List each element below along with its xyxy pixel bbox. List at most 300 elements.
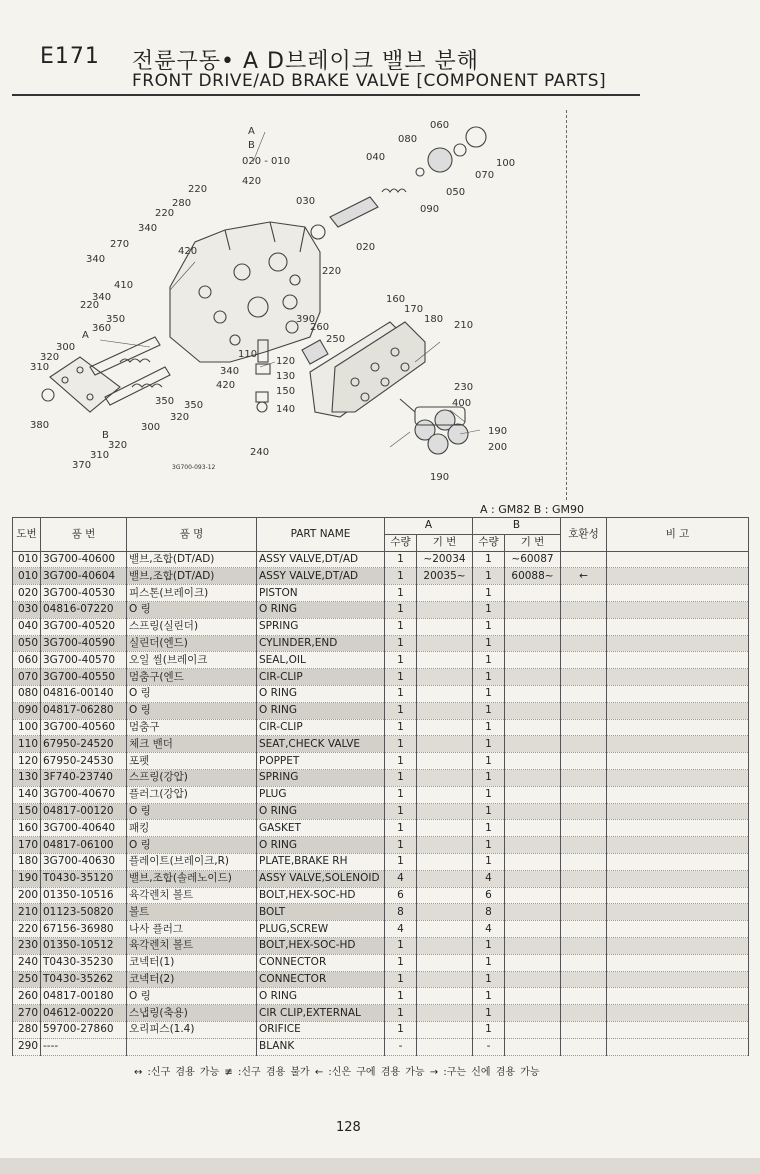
row-name-ko: 밸브,조합(DT/AD): [127, 551, 257, 568]
row-qty-b: 1: [473, 652, 505, 669]
row-name-ko: 육각렌치 볼트: [127, 937, 257, 954]
row-remarks: [607, 635, 749, 652]
row-qty-a: 1: [385, 652, 417, 669]
row-no: 220: [13, 921, 41, 938]
row-serial-b: [505, 937, 561, 954]
title-underline: [12, 94, 640, 96]
row-name-ko: 체크 밴더: [127, 736, 257, 753]
table-row: [13, 937, 749, 954]
svg-text:080: 080: [398, 134, 418, 145]
row-no: 010: [13, 568, 41, 585]
row-qty-b: 1: [473, 736, 505, 753]
row-remarks: [607, 988, 749, 1005]
col-name-en: PART NAME: [257, 518, 385, 552]
row-name-en: PISTON: [257, 585, 385, 602]
table-row: [13, 887, 749, 904]
row-part-no: 3G700-40530: [41, 585, 127, 602]
row-serial-a: [417, 702, 473, 719]
svg-text:310: 310: [90, 450, 110, 461]
row-interchange: [561, 669, 607, 686]
row-remarks: [607, 937, 749, 954]
row-serial-a: [417, 904, 473, 921]
row-serial-b: [505, 803, 561, 820]
row-serial-a: [417, 618, 473, 635]
row-serial-a: [417, 988, 473, 1005]
svg-text:220: 220: [188, 184, 208, 195]
col-group-a: A: [385, 518, 473, 535]
svg-text:170: 170: [404, 304, 424, 315]
row-part-no: 04817-06280: [41, 702, 127, 719]
svg-text:030: 030: [296, 196, 316, 207]
row-name-en: O RING: [257, 837, 385, 854]
svg-text:340: 340: [220, 366, 240, 377]
row-remarks: [607, 669, 749, 686]
table-row: [13, 837, 749, 854]
svg-text:220: 220: [155, 208, 175, 219]
row-name-ko: 멈춤구: [127, 719, 257, 736]
row-qty-b: 1: [473, 1005, 505, 1022]
row-serial-b: [505, 954, 561, 971]
row-no: 060: [13, 652, 41, 669]
row-serial-a: [417, 585, 473, 602]
row-qty-a: 1: [385, 702, 417, 719]
row-name-en: BOLT,HEX-SOC-HD: [257, 887, 385, 904]
table-row: [13, 921, 749, 938]
row-interchange: [561, 820, 607, 837]
row-qty-b: 1: [473, 685, 505, 702]
svg-text:210: 210: [454, 320, 474, 331]
col-group-b: B: [473, 518, 561, 535]
row-name-en: O RING: [257, 601, 385, 618]
col-serial-b: 기 번: [505, 534, 561, 551]
row-no: 170: [13, 837, 41, 854]
svg-text:100: 100: [496, 158, 516, 169]
row-name-en: ORIFICE: [257, 1021, 385, 1038]
row-interchange: [561, 685, 607, 702]
row-serial-b: [505, 618, 561, 635]
svg-text:110: 110: [238, 349, 258, 360]
row-qty-a: 1: [385, 937, 417, 954]
row-no: 180: [13, 853, 41, 870]
col-name-ko: 품 명: [127, 518, 257, 552]
table-row: [13, 786, 749, 803]
table-row: [13, 954, 749, 971]
row-part-no: 04816-07220: [41, 601, 127, 618]
svg-text:220: 220: [80, 300, 100, 311]
row-remarks: [607, 769, 749, 786]
row-name-ko: 볼트: [127, 904, 257, 921]
row-no: 010: [13, 551, 41, 568]
table-row: [13, 1005, 749, 1022]
svg-text:300: 300: [56, 342, 76, 353]
row-no: 080: [13, 685, 41, 702]
row-remarks: [607, 820, 749, 837]
svg-text:130: 130: [276, 371, 296, 382]
row-qty-a: 1: [385, 954, 417, 971]
row-no: 030: [13, 601, 41, 618]
row-part-no: 3G700-40630: [41, 853, 127, 870]
row-name-ko: O 링: [127, 702, 257, 719]
table-row: [13, 669, 749, 686]
row-name-en: CYLINDER,END: [257, 635, 385, 652]
row-serial-a: [417, 887, 473, 904]
row-serial-a: [417, 937, 473, 954]
row-qty-a: 1: [385, 568, 417, 585]
row-part-no: 3G700-40590: [41, 635, 127, 652]
row-serial-b: [505, 736, 561, 753]
row-qty-a: 1: [385, 669, 417, 686]
row-serial-b: [505, 870, 561, 887]
row-name-en: GASKET: [257, 820, 385, 837]
row-remarks: [607, 954, 749, 971]
row-name-ko: 밸브,조합(솔레노이드): [127, 870, 257, 887]
row-name-en: PLATE,BRAKE RH: [257, 853, 385, 870]
row-remarks: [607, 887, 749, 904]
row-name-en: CIR CLIP,EXTERNAL: [257, 1005, 385, 1022]
row-remarks: [607, 870, 749, 887]
row-interchange: [561, 719, 607, 736]
row-qty-a: 1: [385, 837, 417, 854]
row-remarks: [607, 1021, 749, 1038]
row-qty-a: -: [385, 1038, 417, 1055]
table-row: [13, 753, 749, 770]
row-qty-b: 1: [473, 937, 505, 954]
row-interchange: [561, 786, 607, 803]
row-serial-a: [417, 736, 473, 753]
row-qty-b: 1: [473, 769, 505, 786]
svg-text:310: 310: [30, 362, 50, 373]
row-name-ko: 오일 씰(브레이크: [127, 652, 257, 669]
row-qty-b: 1: [473, 601, 505, 618]
row-part-no: 3G700-40670: [41, 786, 127, 803]
row-remarks: [607, 585, 749, 602]
row-remarks: [607, 1038, 749, 1055]
table-row: [13, 1038, 749, 1055]
row-qty-b: 1: [473, 786, 505, 803]
row-serial-b: [505, 685, 561, 702]
svg-text:320: 320: [108, 440, 128, 451]
row-part-no: 3G700-40550: [41, 669, 127, 686]
svg-text:A: A: [82, 330, 89, 341]
row-name-ko: 플레이트(브레이크,R): [127, 853, 257, 870]
row-part-no: 01350-10512: [41, 937, 127, 954]
table-row: [13, 1021, 749, 1038]
row-interchange: [561, 937, 607, 954]
row-part-no: T0430-35120: [41, 870, 127, 887]
row-no: 210: [13, 904, 41, 921]
svg-text:300: 300: [141, 422, 161, 433]
svg-text:A: A: [248, 126, 255, 137]
svg-text:400: 400: [452, 398, 472, 409]
svg-text:160: 160: [386, 294, 406, 305]
row-remarks: [607, 837, 749, 854]
row-qty-b: 1: [473, 954, 505, 971]
svg-text:230: 230: [454, 382, 474, 393]
row-serial-a: [417, 719, 473, 736]
row-serial-a: [417, 971, 473, 988]
row-no: 250: [13, 971, 41, 988]
row-name-en: ASSY VALVE,DT/AD: [257, 551, 385, 568]
svg-text:060: 060: [430, 120, 450, 131]
row-no: 290: [13, 1038, 41, 1055]
table-row: [13, 652, 749, 669]
row-serial-a: [417, 837, 473, 854]
row-remarks: [607, 618, 749, 635]
table-row: [13, 820, 749, 837]
row-name-en: CONNECTOR: [257, 954, 385, 971]
row-name-en: ASSY VALVE,DT/AD: [257, 568, 385, 585]
svg-text:240: 240: [250, 447, 270, 458]
row-part-no: 3G700-40570: [41, 652, 127, 669]
svg-text:040: 040: [366, 152, 386, 163]
row-part-no: 04816-00140: [41, 685, 127, 702]
row-serial-b: [505, 988, 561, 1005]
row-name-ko: 육각렌치 볼트: [127, 887, 257, 904]
svg-text:350: 350: [155, 396, 175, 407]
row-qty-b: 1: [473, 1021, 505, 1038]
row-part-no: 01350-10516: [41, 887, 127, 904]
row-remarks: [607, 1005, 749, 1022]
row-name-ko: 밸브,조합(DT/AD): [127, 568, 257, 585]
row-qty-b: 1: [473, 635, 505, 652]
row-qty-b: 6: [473, 887, 505, 904]
row-name-ko: 피스톤(브레이크): [127, 585, 257, 602]
row-serial-a: [417, 669, 473, 686]
row-interchange: [561, 887, 607, 904]
svg-text:340: 340: [138, 223, 158, 234]
row-qty-a: 6: [385, 887, 417, 904]
row-qty-b: 8: [473, 904, 505, 921]
row-part-no: 04817-00120: [41, 803, 127, 820]
row-qty-a: 1: [385, 988, 417, 1005]
row-name-ko: 플러그(강압): [127, 786, 257, 803]
row-interchange: [561, 870, 607, 887]
table-row: [13, 971, 749, 988]
row-interchange: [561, 736, 607, 753]
row-serial-b: [505, 853, 561, 870]
table-row: [13, 685, 749, 702]
row-interchange: [561, 601, 607, 618]
row-serial-b: [505, 1005, 561, 1022]
col-interchange: 호환성: [561, 518, 607, 552]
table-row: [13, 719, 749, 736]
svg-text:070: 070: [475, 170, 495, 181]
table-row: [13, 601, 749, 618]
row-part-no: 67950-24520: [41, 736, 127, 753]
row-remarks: [607, 736, 749, 753]
svg-text:320: 320: [170, 412, 190, 423]
row-name-ko: O 링: [127, 803, 257, 820]
row-serial-b: [505, 887, 561, 904]
row-no: 190: [13, 870, 41, 887]
svg-text:350: 350: [106, 314, 126, 325]
row-no: 070: [13, 669, 41, 686]
row-qty-a: 1: [385, 635, 417, 652]
table-row: [13, 803, 749, 820]
svg-text:360: 360: [92, 323, 112, 334]
svg-text:270: 270: [110, 239, 130, 250]
row-name-en: O RING: [257, 803, 385, 820]
row-serial-a: [417, 954, 473, 971]
row-qty-b: 4: [473, 921, 505, 938]
row-name-ko: 코넥터(2): [127, 971, 257, 988]
row-serial-b: 60088~: [505, 568, 561, 585]
row-remarks: [607, 719, 749, 736]
table-row: [13, 870, 749, 887]
row-serial-a: [417, 685, 473, 702]
row-name-ko: [127, 1038, 257, 1055]
row-qty-a: 1: [385, 803, 417, 820]
row-qty-a: 4: [385, 870, 417, 887]
row-qty-a: 1: [385, 1021, 417, 1038]
row-no: 120: [13, 753, 41, 770]
row-qty-b: 1: [473, 803, 505, 820]
row-serial-b: [505, 753, 561, 770]
row-interchange: [561, 551, 607, 568]
row-serial-b: [505, 820, 561, 837]
row-serial-a: 20035~: [417, 568, 473, 585]
row-remarks: [607, 652, 749, 669]
row-qty-b: 1: [473, 568, 505, 585]
svg-text:090: 090: [420, 204, 440, 215]
row-remarks: [607, 568, 749, 585]
row-name-en: O RING: [257, 988, 385, 1005]
col-qty-b: 수량: [473, 534, 505, 551]
row-qty-a: 1: [385, 736, 417, 753]
svg-text:B: B: [102, 430, 109, 441]
svg-text:340: 340: [86, 254, 106, 265]
row-qty-a: 1: [385, 853, 417, 870]
table-row: [13, 551, 749, 568]
row-qty-b: 1: [473, 669, 505, 686]
row-qty-b: 1: [473, 753, 505, 770]
row-serial-b: [505, 635, 561, 652]
row-name-ko: 멈춤구(엔드: [127, 669, 257, 686]
row-name-en: SPRING: [257, 618, 385, 635]
page-title-korean: 전륜구동• A D브레이크 밸브 분해: [132, 49, 479, 74]
row-no: 020: [13, 585, 41, 602]
row-remarks: [607, 551, 749, 568]
table-row: [13, 618, 749, 635]
row-name-en: SEAT,CHECK VALVE: [257, 736, 385, 753]
row-qty-a: 1: [385, 601, 417, 618]
row-part-no: 3G700-40600: [41, 551, 127, 568]
row-remarks: [607, 904, 749, 921]
row-interchange: [561, 837, 607, 854]
row-name-en: PLUG: [257, 786, 385, 803]
row-no: 090: [13, 702, 41, 719]
row-part-no: ----: [41, 1038, 127, 1055]
row-serial-b: [505, 769, 561, 786]
row-part-no: 3G700-40604: [41, 568, 127, 585]
page-title-english: FRONT DRIVE/AD BRAKE VALVE [COMPONENT PARTS]: [132, 71, 607, 91]
row-no: 270: [13, 1005, 41, 1022]
row-interchange: [561, 971, 607, 988]
row-remarks: [607, 786, 749, 803]
table-row: [13, 585, 749, 602]
row-name-en: BLANK: [257, 1038, 385, 1055]
svg-text:220: 220: [322, 266, 342, 277]
row-qty-a: 4: [385, 921, 417, 938]
svg-text:410: 410: [114, 280, 134, 291]
svg-text:250: 250: [326, 334, 346, 345]
row-no: 230: [13, 937, 41, 954]
row-qty-b: 1: [473, 988, 505, 1005]
row-serial-b: [505, 669, 561, 686]
row-part-no: 3G700-40520: [41, 618, 127, 635]
parts-table-body: [13, 551, 749, 1055]
row-serial-a: [417, 1038, 473, 1055]
row-serial-a: [417, 853, 473, 870]
row-no: 150: [13, 803, 41, 820]
row-qty-a: 1: [385, 618, 417, 635]
svg-text:020 - 010: 020 - 010: [242, 156, 291, 167]
row-no: 280: [13, 1021, 41, 1038]
row-name-ko: 스프링(강압): [127, 769, 257, 786]
row-interchange: [561, 1038, 607, 1055]
row-part-no: 01123-50820: [41, 904, 127, 921]
row-interchange: [561, 921, 607, 938]
row-qty-a: 1: [385, 719, 417, 736]
row-qty-b: 1: [473, 618, 505, 635]
row-serial-b: [505, 601, 561, 618]
row-serial-a: [417, 635, 473, 652]
row-interchange: [561, 618, 607, 635]
row-interchange: [561, 904, 607, 921]
row-remarks: [607, 853, 749, 870]
row-name-en: SEAL,OIL: [257, 652, 385, 669]
row-interchange: [561, 988, 607, 1005]
row-qty-b: 1: [473, 837, 505, 854]
svg-text:050: 050: [446, 187, 466, 198]
col-part-no: 품 번: [41, 518, 127, 552]
row-no: 140: [13, 786, 41, 803]
row-no: 130: [13, 769, 41, 786]
parts-table: [12, 517, 749, 1056]
row-serial-a: [417, 1021, 473, 1038]
row-name-en: O RING: [257, 685, 385, 702]
row-no: 200: [13, 887, 41, 904]
row-name-en: BOLT: [257, 904, 385, 921]
row-no: 240: [13, 954, 41, 971]
row-interchange: [561, 803, 607, 820]
row-name-ko: 오리피스(1.4): [127, 1021, 257, 1038]
exploded-parts-diagram: [20, 112, 580, 492]
svg-text:420: 420: [178, 246, 198, 257]
svg-text:200: 200: [488, 442, 508, 453]
row-remarks: [607, 685, 749, 702]
row-qty-a: 1: [385, 685, 417, 702]
svg-text:380: 380: [30, 420, 50, 431]
row-part-no: T0430-35230: [41, 954, 127, 971]
scan-edge: [0, 1158, 760, 1174]
row-no: 260: [13, 988, 41, 1005]
row-qty-b: 1: [473, 971, 505, 988]
page-number: 128: [336, 1120, 361, 1135]
row-name-ko: O 링: [127, 601, 257, 618]
row-part-no: 59700-27860: [41, 1021, 127, 1038]
row-part-no: 3F740-23740: [41, 769, 127, 786]
svg-text:020: 020: [356, 242, 376, 253]
svg-text:150: 150: [276, 386, 296, 397]
row-serial-a: [417, 921, 473, 938]
svg-text:180: 180: [424, 314, 444, 325]
row-serial-a: [417, 803, 473, 820]
row-remarks: [607, 803, 749, 820]
row-qty-a: 1: [385, 551, 417, 568]
col-qty-a: 수량: [385, 534, 417, 551]
row-serial-b: [505, 837, 561, 854]
